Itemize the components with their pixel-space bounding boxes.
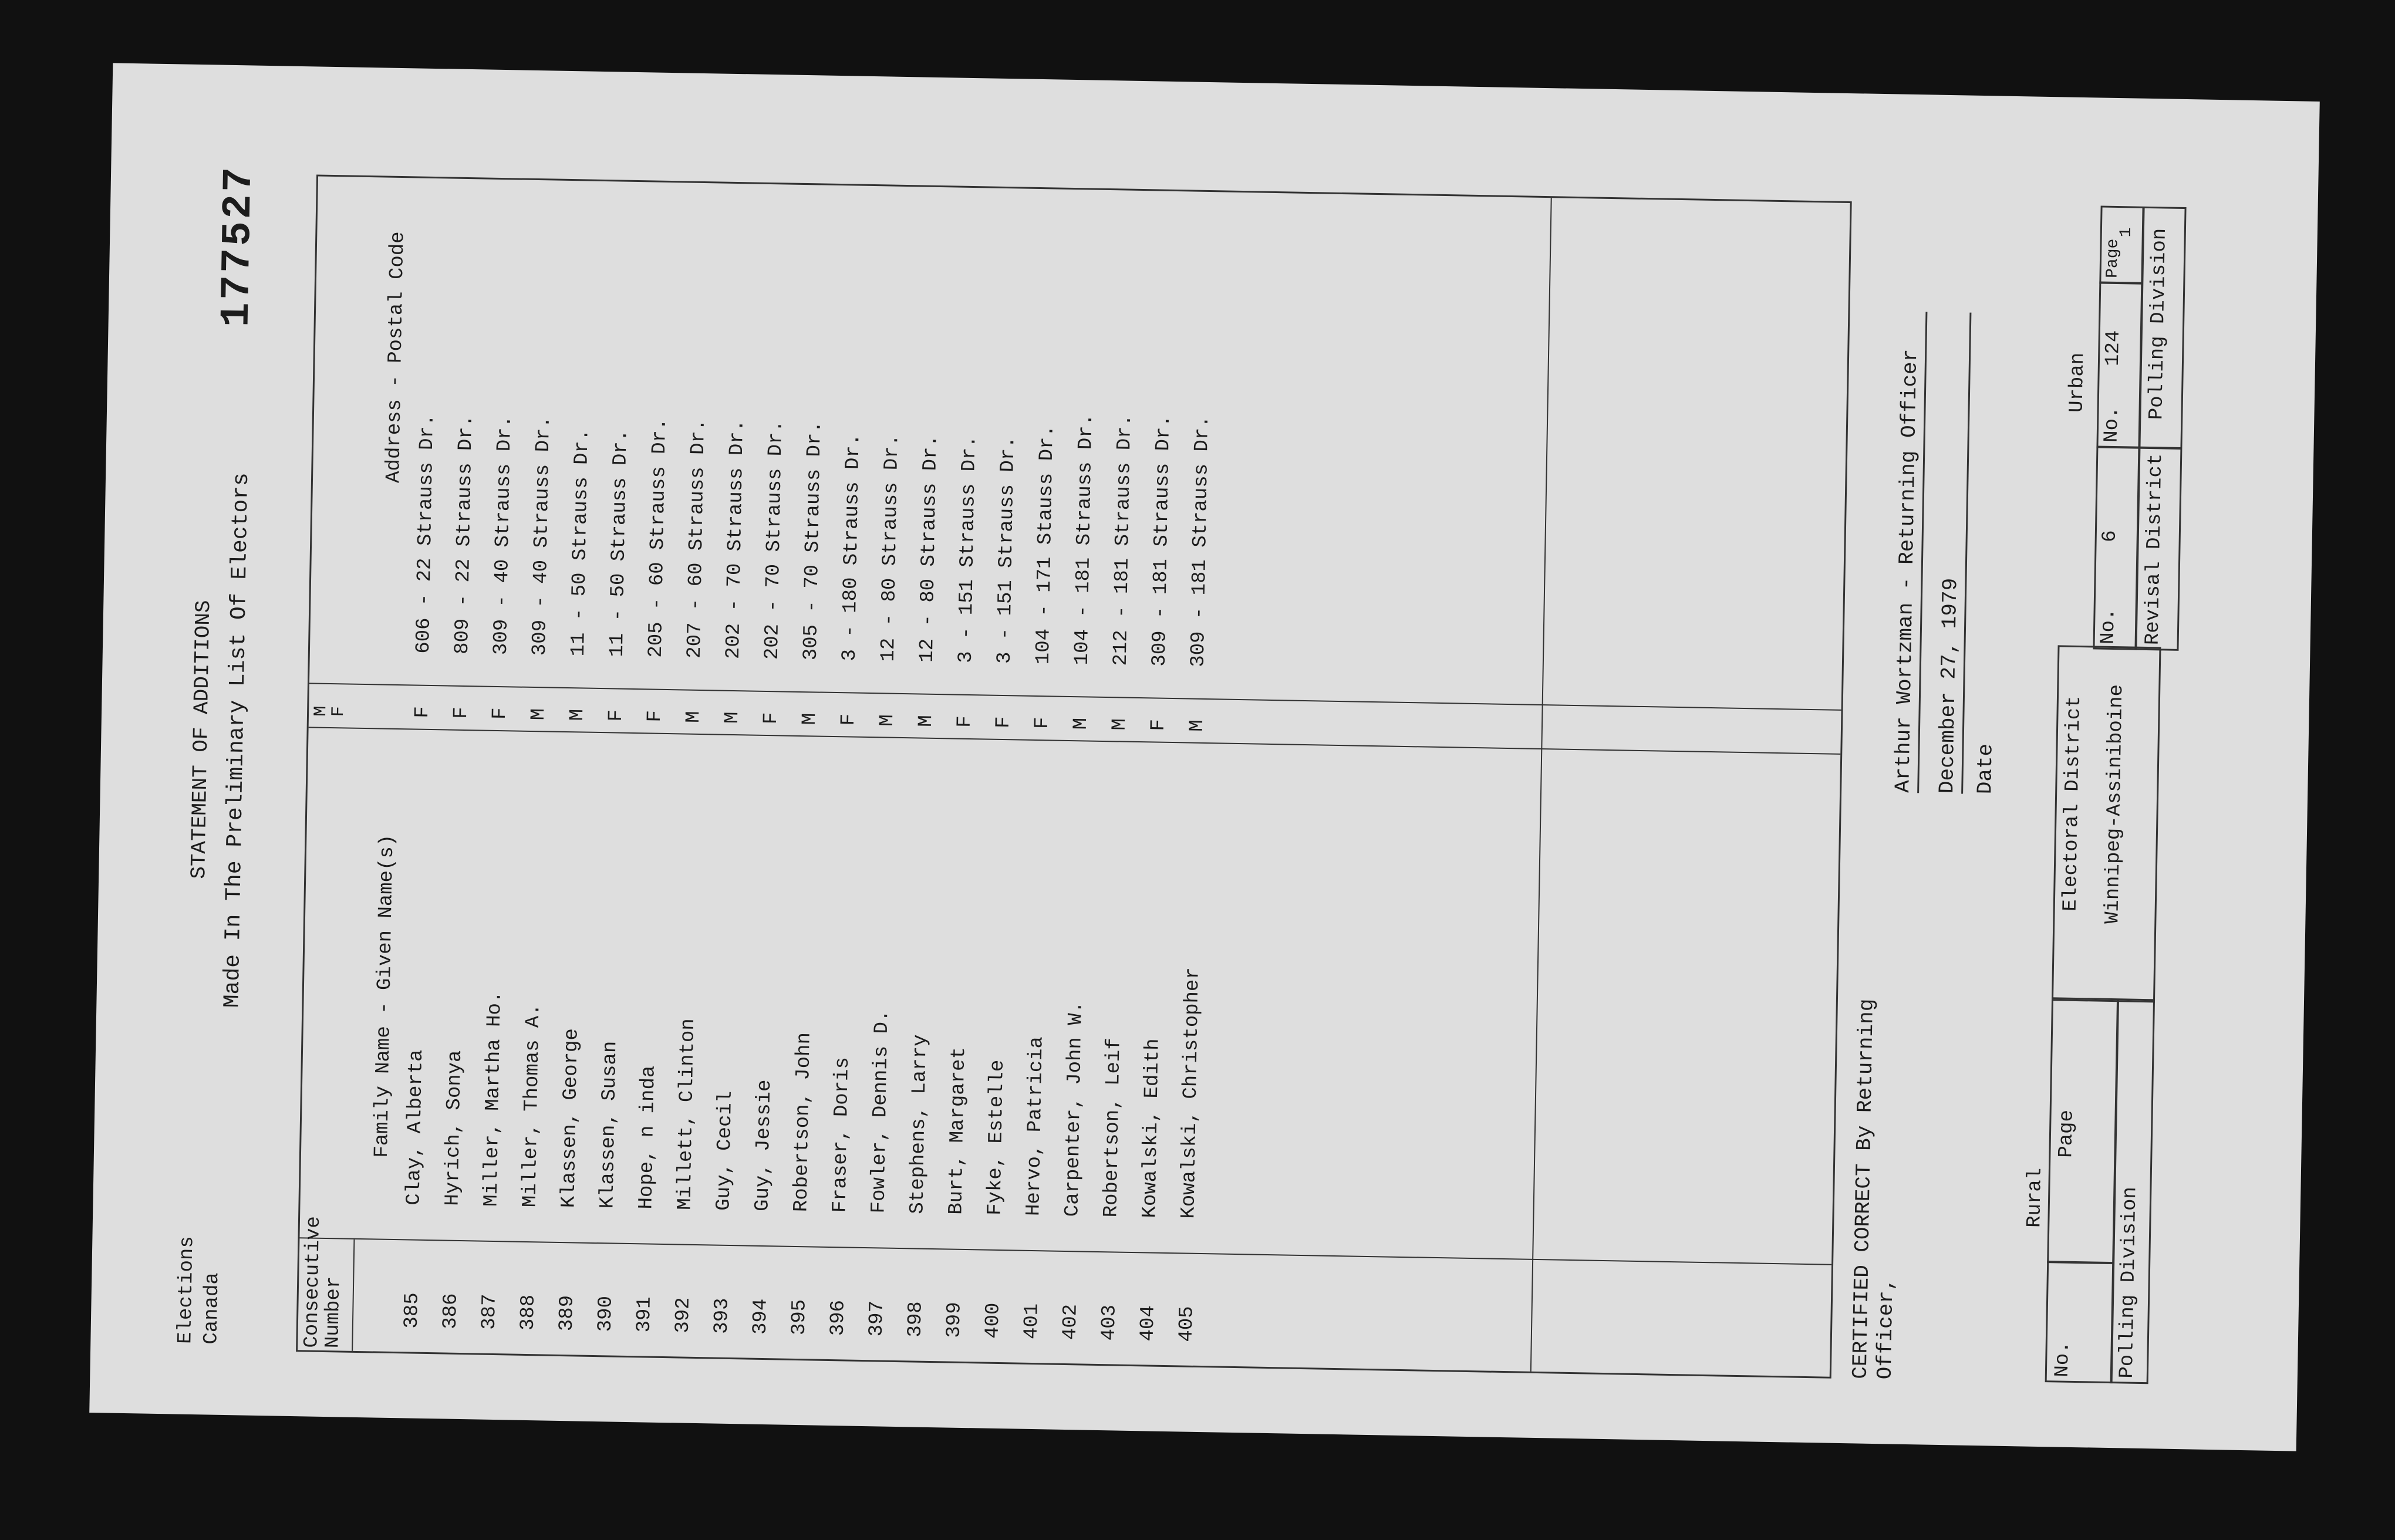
row-sex: M bbox=[527, 708, 551, 721]
rural-polling-division: Polling Division bbox=[2116, 1186, 2142, 1379]
row-name: Kowalski, Edith bbox=[1139, 1038, 1165, 1218]
urban-page-label: Page bbox=[2103, 238, 2123, 279]
row-sex: F bbox=[450, 707, 473, 720]
row-address: 12 - 80 Strauss Dr. bbox=[877, 434, 904, 662]
row-number: 394 bbox=[749, 1298, 773, 1335]
revisal-no-label: No. bbox=[2097, 608, 2120, 645]
row-sex: F bbox=[1147, 718, 1170, 731]
urban-box bbox=[2066, 206, 2186, 651]
row-sex: M bbox=[1070, 717, 1093, 730]
certification-date: December 27, 1979 bbox=[1935, 312, 1971, 794]
row-sex: M bbox=[1186, 720, 1209, 732]
row-number: 404 bbox=[1136, 1305, 1160, 1342]
cert-line-2: Officer, bbox=[1873, 1278, 1899, 1380]
row-name: Clay, Alberta bbox=[403, 1049, 429, 1205]
row-name: Guy, Cecil bbox=[713, 1090, 737, 1211]
row-address: 202 - 70 Strauss Dr. bbox=[722, 419, 749, 660]
row-sex: F bbox=[605, 709, 628, 722]
row-sex: F bbox=[643, 710, 667, 722]
row-sex: F bbox=[992, 716, 1016, 729]
row-sex: M bbox=[876, 714, 899, 727]
row-address: 309 - 181 Strauss Dr. bbox=[1148, 414, 1176, 667]
date-label: Date bbox=[1973, 743, 1998, 795]
row-name: Klassen, George bbox=[558, 1028, 583, 1208]
row-number: 393 bbox=[710, 1298, 734, 1335]
row-name: Fowler, Dennis D. bbox=[868, 1009, 894, 1214]
row-name: Millett, Clinton bbox=[674, 1018, 700, 1211]
row-number: 403 bbox=[1098, 1304, 1121, 1341]
row-name: Guy, Jessie bbox=[751, 1079, 777, 1212]
row-number: 391 bbox=[633, 1296, 656, 1333]
document-number: 177527 bbox=[214, 164, 264, 327]
row-sex: F bbox=[1031, 717, 1054, 730]
col-header-address: Address - Postal Code bbox=[382, 231, 410, 484]
row-name: Hervo, Patricia bbox=[1023, 1036, 1048, 1217]
row-number: 387 bbox=[478, 1294, 501, 1330]
row-address: 3 - 151 Strauss Dr. bbox=[954, 435, 981, 664]
col-number-line2: Number bbox=[322, 1276, 346, 1349]
row-number: 388 bbox=[517, 1294, 540, 1331]
electors-table bbox=[296, 174, 1852, 1378]
row-number: 400 bbox=[981, 1302, 1005, 1339]
rural-box bbox=[2023, 997, 2155, 1384]
row-address: 809 - 22 Strauss Dr. bbox=[451, 414, 478, 655]
row-sex: F bbox=[760, 712, 783, 725]
col-header-sex bbox=[312, 705, 348, 717]
col-sex-line2: F bbox=[328, 705, 349, 717]
row-number: 392 bbox=[672, 1297, 695, 1333]
row-address: 205 - 60 Strauss Dr. bbox=[645, 418, 672, 658]
revisal-district-label: Revisal District bbox=[2141, 453, 2168, 646]
org-line-2: Canada bbox=[200, 1272, 224, 1345]
row-sex: M bbox=[566, 708, 589, 721]
col-header-name: Family Name - Given Name(s) bbox=[370, 834, 399, 1158]
org-line-1: Elections bbox=[174, 1235, 199, 1345]
row-sex: M bbox=[721, 711, 744, 724]
row-name: Robertson, John bbox=[790, 1032, 816, 1213]
row-name: Stephens, Larry bbox=[906, 1034, 932, 1214]
urban-label: Urban bbox=[2066, 352, 2090, 413]
row-name: Klassen, Susan bbox=[596, 1041, 622, 1209]
row-address: 3 - 180 Strauss Dr. bbox=[838, 433, 865, 661]
row-name: Miller, Martha Ho. bbox=[480, 991, 507, 1207]
electoral-district-value: Winnipeg-Assiniboine bbox=[2101, 684, 2128, 924]
urban-no-label: No. bbox=[2100, 406, 2124, 443]
row-name: Burt, Margaret bbox=[945, 1046, 971, 1215]
row-address: 212 - 181 Strauss Dr. bbox=[1109, 414, 1137, 666]
col-sex-line1: M bbox=[311, 705, 332, 717]
revisal-no-value: 6 bbox=[2099, 530, 2121, 543]
row-sex: F bbox=[953, 715, 977, 728]
row-address: 12 - 80 Strauss Dr. bbox=[916, 434, 943, 663]
row-name: Fyke, Estelle bbox=[984, 1059, 1009, 1216]
row-address: 606 - 22 Strauss Dr. bbox=[412, 414, 439, 654]
row-sex: M bbox=[1108, 718, 1132, 731]
row-address: 305 - 70 Strauss Dr. bbox=[800, 420, 827, 661]
rural-divider bbox=[2047, 1261, 2114, 1264]
row-number: 386 bbox=[439, 1293, 463, 1330]
electoral-district-box bbox=[2052, 645, 2161, 1002]
returning-officer-signature: Arthur Wortzman - Returning Officer bbox=[1891, 312, 1927, 793]
row-address: 309 - 40 Strauss Dr. bbox=[528, 416, 555, 656]
row-name: Robertson, Leif bbox=[1100, 1038, 1126, 1218]
footer-boxes bbox=[2023, 208, 2171, 1384]
urban-no-value: 124 bbox=[2101, 330, 2125, 367]
row-number: 397 bbox=[865, 1300, 889, 1337]
urban-page-value: 1 bbox=[2117, 227, 2136, 238]
row-number: 395 bbox=[788, 1299, 811, 1336]
row-name: Hope, n inda bbox=[635, 1065, 660, 1210]
row-name: Miller, Thomas A. bbox=[519, 1003, 545, 1208]
row-address: 11 - 50 Strauss Dr. bbox=[567, 428, 594, 657]
urban-polling-division: Polling Division bbox=[2146, 228, 2171, 420]
row-address: 104 - 181 Strauss Dr. bbox=[1071, 413, 1098, 666]
row-address: 207 - 60 Strauss Dr. bbox=[683, 418, 710, 659]
row-name: Kowalski, Christopher bbox=[1178, 967, 1205, 1219]
certification-text bbox=[1848, 998, 1904, 1379]
col-number-line1: Consecutive bbox=[301, 1215, 326, 1348]
row-address: 309 - 40 Strauss Dr. bbox=[490, 415, 517, 656]
rural-page-label: Page bbox=[2055, 1109, 2079, 1159]
row-number: 405 bbox=[1175, 1306, 1199, 1342]
table-divider bbox=[1530, 198, 1552, 1372]
row-name: Fraser, Doris bbox=[829, 1056, 854, 1213]
cert-line-1: CERTIFIED CORRECT By Returning bbox=[1848, 998, 1879, 1380]
rotated-form bbox=[143, 99, 2266, 1415]
row-sex: F bbox=[837, 713, 861, 726]
row-address: 3 - 151 Strauss Dr. bbox=[993, 436, 1020, 664]
electoral-district-label: Electoral District bbox=[2059, 695, 2086, 912]
row-sex: M bbox=[915, 714, 938, 728]
urban-page-divider bbox=[2099, 281, 2143, 284]
row-number: 396 bbox=[827, 1299, 850, 1336]
row-number: 385 bbox=[400, 1292, 424, 1329]
row-number: 389 bbox=[555, 1295, 579, 1332]
row-sex: M bbox=[682, 711, 706, 724]
row-number: 402 bbox=[1059, 1303, 1082, 1340]
row-name: Hyrich, Sonya bbox=[441, 1050, 467, 1207]
document-paper bbox=[89, 63, 2320, 1451]
rural-no-label: No. bbox=[2051, 1341, 2074, 1378]
row-address: 309 - 181 Strauss Dr. bbox=[1187, 416, 1215, 668]
row-number: 399 bbox=[943, 1302, 966, 1339]
row-address: 11 - 50 Strauss Dr. bbox=[606, 429, 633, 657]
row-number: 398 bbox=[904, 1301, 927, 1338]
form-subtitle: Made In The Preliminary List Of Electors bbox=[220, 472, 255, 1008]
row-sex: M bbox=[798, 712, 822, 725]
row-number: 401 bbox=[1020, 1303, 1044, 1340]
row-address: 202 - 70 Strauss Dr. bbox=[761, 420, 788, 660]
row-sex: F bbox=[411, 706, 434, 719]
row-number: 390 bbox=[594, 1295, 618, 1332]
rural-label: Rural bbox=[2023, 1167, 2047, 1228]
col-header-number bbox=[301, 1216, 346, 1349]
row-sex: F bbox=[488, 707, 512, 720]
header-divider bbox=[352, 1240, 355, 1351]
row-name: Carpenter, John W. bbox=[1061, 1001, 1088, 1217]
row-address: 104 - 171 Stauss Dr. bbox=[1032, 424, 1059, 665]
form-title: STATEMENT OF ADDITIONS bbox=[187, 600, 216, 880]
